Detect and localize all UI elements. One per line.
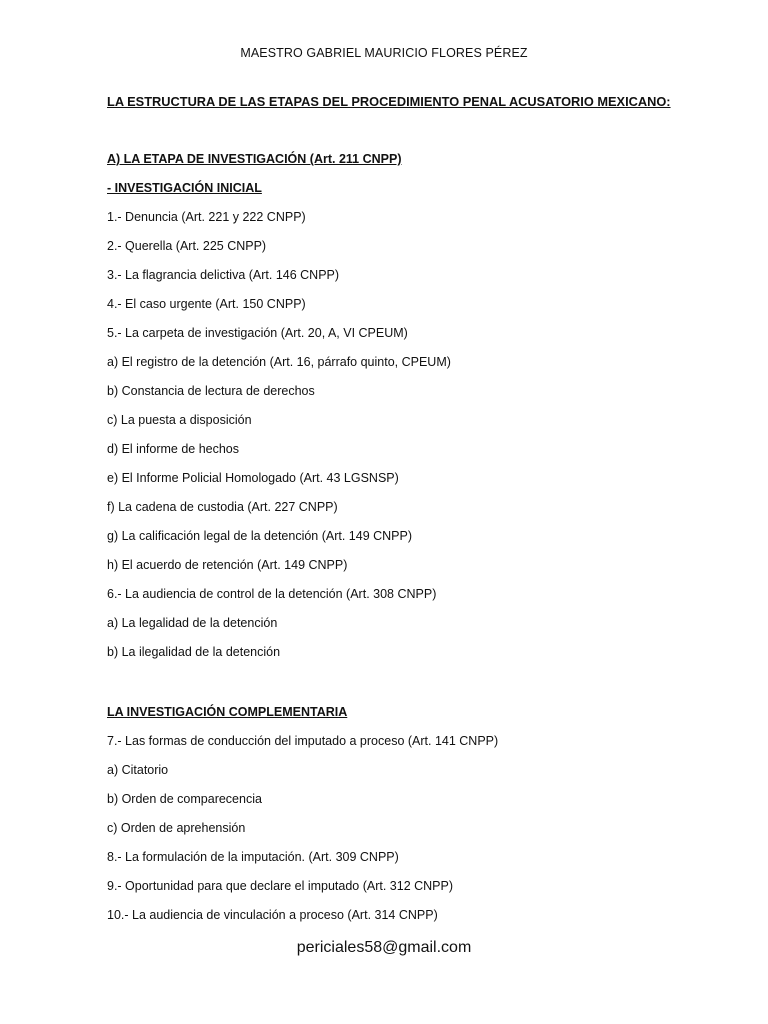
list-item: 7.- Las formas de conducción del imputado a proceso (Art. 141 CNPP) (107, 734, 499, 748)
list-item: 2.- Querella (Art. 225 CNPP) (107, 239, 267, 253)
list-item: 10.- La audiencia de vinculación a proceso (Art. 314 CNPP) (107, 908, 438, 922)
list-item: a) El registro de la detención (Art. 16, párrafo quinto, CPEUM) (107, 355, 451, 369)
author-line: MAESTRO GABRIEL MAURICIO FLORES PÉREZ (240, 46, 528, 60)
list-item: 1.- Denuncia (Art. 221 y 222 CNPP) (107, 210, 306, 224)
list-item: h) El acuerdo de retención (Art. 149 CNPP) (107, 558, 348, 572)
list-item: g) La calificación legal de la detención (Art. 149 CNPP) (107, 529, 413, 543)
complementary-investigation-heading: LA INVESTIGACIÓN COMPLEMENTARIA (107, 705, 348, 719)
list-item: 4.- El caso urgente (Art. 150 CNPP) (107, 297, 306, 311)
list-item: a) Citatorio (107, 763, 169, 777)
list-item: 5.- La carpeta de investigación (Art. 20, A, VI CPEUM) (107, 326, 408, 340)
initial-investigation-heading: - INVESTIGACIÓN INICIAL (107, 181, 262, 195)
list-item: 3.- La flagrancia delictiva (Art. 146 CNPP) (107, 268, 340, 282)
list-item: e) El Informe Policial Homologado (Art. 43 LGSNSP) (107, 471, 399, 485)
list-item: c) Orden de aprehensión (107, 821, 246, 835)
list-item: 6.- La audiencia de control de la detención (Art. 308 CNPP) (107, 587, 437, 601)
document-title: LA ESTRUCTURA DE LAS ETAPAS DEL PROCEDIMIENTO PENAL ACUSATORIO MEXICANO: (107, 94, 671, 109)
footer-email: periciales58@gmail.com (296, 939, 472, 956)
section-a-heading: A) LA ETAPA DE INVESTIGACIÓN (Art. 211 CNPP) (107, 152, 402, 166)
list-item: a) La legalidad de la detención (107, 616, 278, 630)
list-item: b) La ilegalidad de la detención (107, 645, 281, 659)
list-item: f) La cadena de custodia (Art. 227 CNPP) (107, 500, 338, 514)
list-item: b) Constancia de lectura de derechos (107, 384, 315, 398)
list-item: b) Orden de comparecencia (107, 792, 262, 806)
list-item: c) La puesta a disposición (107, 413, 252, 427)
list-item: 9.- Oportunidad para que declare el imputado (Art. 312 CNPP) (107, 879, 454, 893)
list-item: 8.- La formulación de la imputación. (Art. 309 CNPP) (107, 850, 399, 864)
list-item: d) El informe de hechos (107, 442, 240, 456)
